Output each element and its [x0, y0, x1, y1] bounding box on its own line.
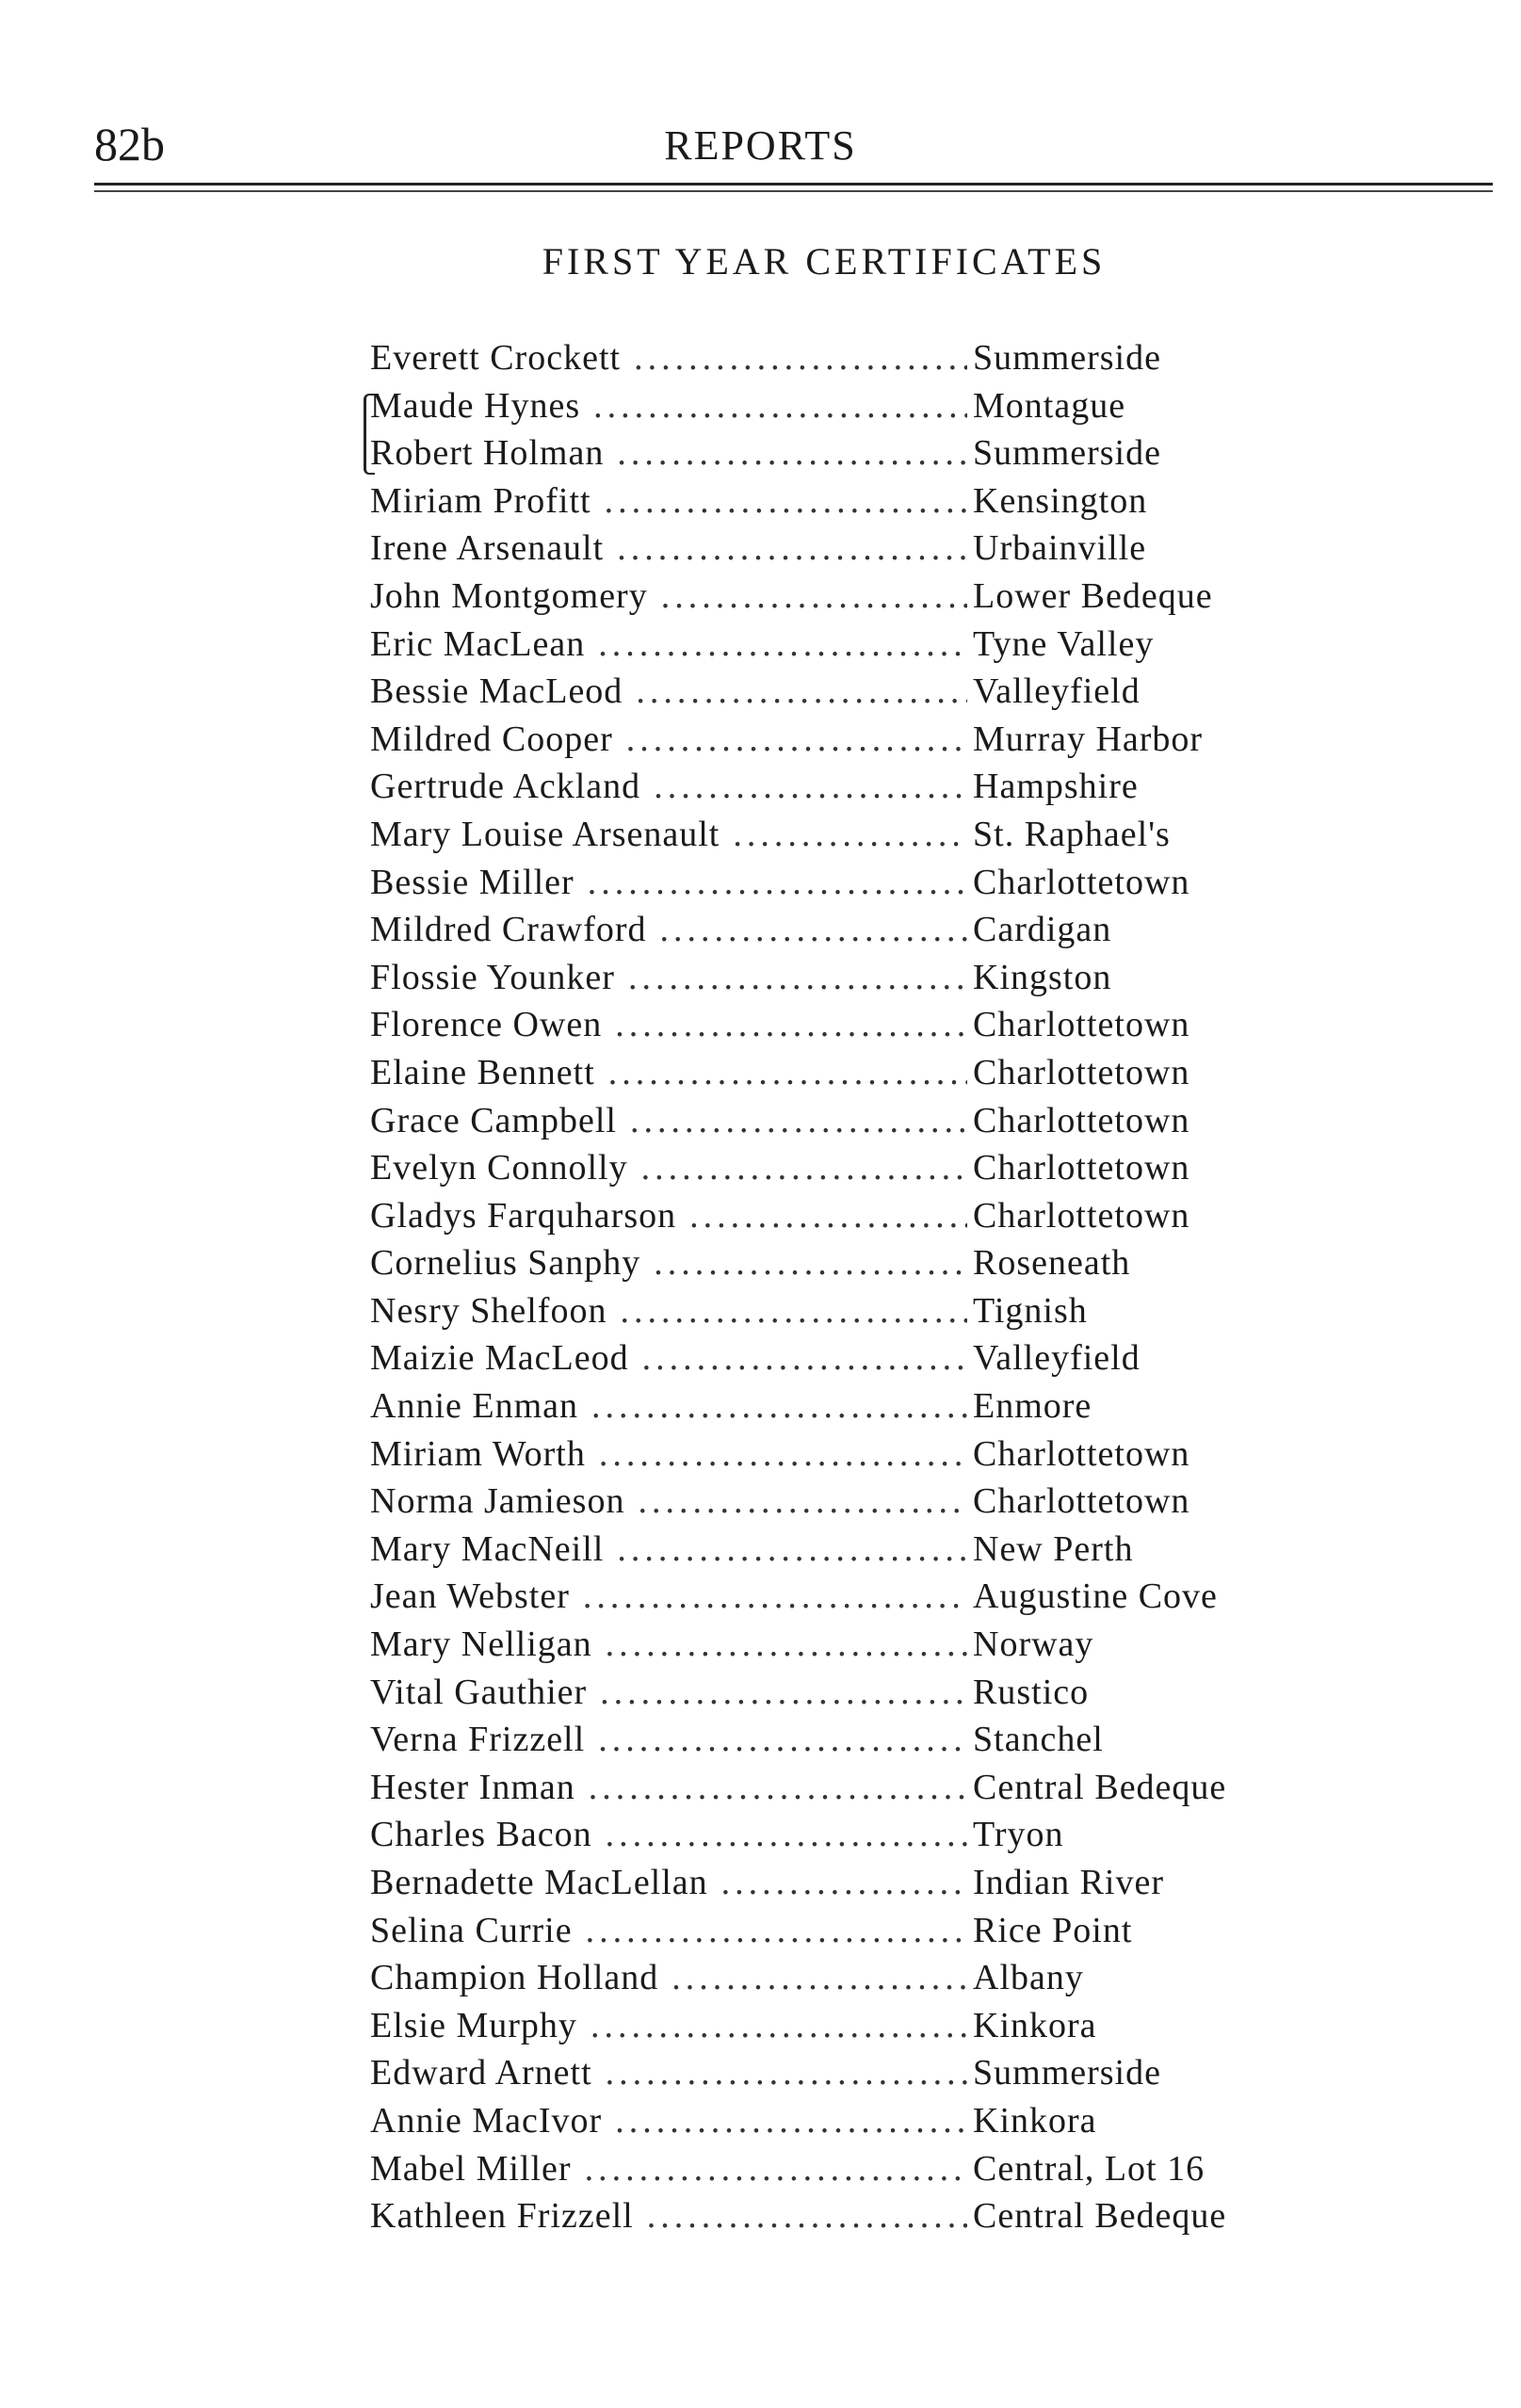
dot-leader: [600, 1669, 967, 1717]
recipient-place: Lower Bedeque: [973, 575, 1213, 616]
recipient-name: Vital Gauthier: [370, 1672, 588, 1712]
list-item: [370, 668, 1345, 716]
dot-leader: [620, 1287, 967, 1335]
dot-leader: [733, 811, 967, 859]
recipient-place: Kensington: [973, 480, 1148, 521]
list-item: [370, 1192, 1345, 1240]
recipient-place: Charlottetown: [973, 862, 1190, 902]
recipient-place: Kinkora: [973, 2100, 1097, 2141]
recipient-name: Maizie MacLeod: [370, 1338, 629, 1379]
recipient-place: Rice Point: [973, 1910, 1133, 1950]
dot-leader: [608, 1049, 967, 1097]
dot-leader: [661, 573, 967, 621]
dot-leader: [630, 1097, 967, 1145]
recipient-name: Mary Louise Arsenault: [370, 814, 720, 854]
list-item: [370, 1811, 1345, 1859]
list-item: [370, 621, 1345, 669]
recipient-name: Elaine Bennett: [370, 1052, 595, 1092]
dot-leader: [636, 668, 967, 716]
recipient-place: New Perth: [973, 1528, 1134, 1569]
recipient-place: Stanchel: [973, 1720, 1104, 1760]
recipient-place: Summerside: [973, 338, 1161, 378]
page-number: 82b: [94, 118, 165, 170]
recipient-name: Mildred Cooper: [370, 719, 613, 759]
recipient-place: Charlottetown: [973, 1005, 1190, 1045]
list-item: [370, 2049, 1345, 2097]
recipient-name: Bernadette MacLellan: [370, 1863, 708, 1902]
recipient-name: Annie MacIvor: [370, 2100, 603, 2141]
recipient-name: Evelyn Connolly: [370, 1148, 628, 1188]
dot-leader: [626, 716, 967, 764]
header-rule-secondary: [94, 190, 1493, 192]
list-item: [370, 1478, 1345, 1526]
list-item: [370, 525, 1345, 573]
list-item: [370, 1001, 1345, 1049]
list-item: [370, 429, 1345, 477]
recipient-place: Charlottetown: [973, 1481, 1190, 1522]
list-item: [370, 1859, 1345, 1907]
recipient-place: Indian River: [973, 1863, 1165, 1902]
list-item: [370, 1382, 1345, 1430]
dot-leader: [606, 1621, 967, 1669]
recipient-name: Selina Currie: [370, 1910, 573, 1950]
dot-leader: [593, 382, 967, 430]
list-item: [370, 1287, 1345, 1335]
dot-leader: [589, 1764, 967, 1812]
recipient-name: Nesry Shelfoon: [370, 1290, 607, 1331]
recipient-place: Central, Lot 16: [973, 2148, 1205, 2189]
recipient-name: Charles Bacon: [370, 1815, 592, 1855]
dot-leader: [638, 1478, 967, 1526]
dot-leader: [628, 954, 967, 1002]
recipient-place: Kinkora: [973, 2005, 1097, 2045]
dot-leader: [672, 1954, 967, 2002]
recipient-place: Tyne Valley: [973, 623, 1155, 664]
dot-leader: [617, 1526, 967, 1574]
recipient-name: Elsie Murphy: [370, 2005, 577, 2045]
list-item: [370, 859, 1345, 907]
recipient-name: Eric MacLean: [370, 623, 586, 664]
list-item: [370, 1764, 1345, 1812]
certificate-list: [370, 334, 1345, 2240]
recipient-place: Montague: [973, 385, 1126, 426]
dot-leader: [689, 1192, 967, 1240]
dot-leader: [617, 429, 967, 477]
dot-leader: [588, 859, 967, 907]
list-item: [370, 2192, 1345, 2240]
dot-leader: [591, 1382, 967, 1430]
recipient-place: Norway: [973, 1624, 1094, 1665]
recipient-place: Roseneath: [973, 1243, 1131, 1284]
recipient-place: Charlottetown: [973, 1052, 1190, 1092]
recipient-place: Hampshire: [973, 767, 1139, 807]
dot-leader: [642, 1334, 967, 1382]
list-item: [370, 1954, 1345, 2002]
recipient-place: Rustico: [973, 1672, 1090, 1712]
recipient-name: Jean Webster: [370, 1576, 570, 1617]
recipient-name: Miriam Worth: [370, 1433, 586, 1474]
list-item: [370, 716, 1345, 764]
recipient-name: John Montgomery: [370, 575, 648, 616]
recipient-name: Verna Frizzell: [370, 1720, 586, 1760]
dot-leader: [647, 2192, 967, 2240]
recipient-name: Norma Jamieson: [370, 1481, 625, 1522]
list-item: [370, 763, 1345, 811]
list-item: [370, 382, 1345, 430]
list-item: [370, 954, 1345, 1002]
list-item: [370, 1907, 1345, 1955]
recipient-place: Charlottetown: [973, 1195, 1190, 1236]
section-title: FIRST YEAR CERTIFICATES: [542, 240, 1107, 283]
list-item: [370, 573, 1345, 621]
recipient-place: Valleyfield: [973, 1338, 1141, 1379]
dot-leader: [617, 525, 967, 573]
dot-leader: [641, 1144, 967, 1192]
dot-leader: [605, 477, 967, 525]
recipient-place: Urbainville: [973, 528, 1147, 569]
list-item: [370, 1526, 1345, 1574]
recipient-name: Miriam Profitt: [370, 480, 591, 521]
list-item: [370, 1716, 1345, 1764]
recipient-place: Kingston: [973, 957, 1112, 997]
list-item: [370, 477, 1345, 525]
recipient-name: Mary MacNeill: [370, 1528, 605, 1569]
list-item: [370, 1049, 1345, 1097]
list-item: [370, 1334, 1345, 1382]
list-item: [370, 2145, 1345, 2193]
dot-leader: [615, 1001, 967, 1049]
recipient-place: Charlottetown: [973, 1100, 1190, 1140]
recipient-place: Enmore: [973, 1386, 1092, 1427]
recipient-place: Augustine Cove: [973, 1576, 1218, 1617]
recipient-place: Albany: [973, 1958, 1084, 1998]
recipient-name: Grace Campbell: [370, 1100, 617, 1140]
dot-leader: [599, 1430, 967, 1479]
list-item: [370, 906, 1345, 954]
dot-leader: [598, 1716, 967, 1764]
dot-leader: [585, 2145, 967, 2193]
list-item: [370, 2097, 1345, 2145]
dot-leader: [634, 334, 967, 382]
list-item: [370, 1144, 1345, 1192]
list-item: [370, 1669, 1345, 1717]
recipient-name: Bessie MacLeod: [370, 671, 623, 712]
recipient-name: Cornelius Sanphy: [370, 1243, 641, 1284]
dot-leader: [591, 2002, 967, 2050]
recipient-name: Kathleen Frizzell: [370, 2196, 634, 2237]
recipient-name: Gladys Farquharson: [370, 1195, 677, 1236]
dot-leader: [606, 2049, 967, 2097]
list-item: [370, 1430, 1345, 1479]
list-item: [370, 1573, 1345, 1621]
recipient-place: Valleyfield: [973, 671, 1141, 712]
recipient-place: Summerside: [973, 2053, 1161, 2093]
recipient-name: Mildred Crawford: [370, 910, 647, 950]
recipient-name: Hester Inman: [370, 1767, 575, 1807]
recipient-place: Tryon: [973, 1815, 1064, 1855]
recipient-name: Annie Enman: [370, 1386, 579, 1427]
recipient-name: Flossie Younker: [370, 957, 615, 997]
recipient-place: Central Bedeque: [973, 2196, 1227, 2237]
recipient-name: Edward Arnett: [370, 2053, 592, 2093]
recipient-place: Summerside: [973, 433, 1161, 474]
list-item: [370, 1621, 1345, 1669]
recipient-name: Everett Crockett: [370, 338, 622, 378]
recipient-name: Maude Hynes: [370, 385, 581, 426]
list-item: [370, 334, 1345, 382]
dot-leader: [606, 1811, 967, 1859]
dot-leader: [586, 1907, 967, 1955]
list-item: [370, 1239, 1345, 1287]
recipient-place: St. Raphael's: [973, 814, 1171, 854]
dot-leader: [615, 2097, 967, 2145]
dot-leader: [654, 1239, 967, 1287]
dot-leader: [583, 1573, 967, 1621]
list-item: [370, 2002, 1345, 2050]
recipient-name: Florence Owen: [370, 1005, 603, 1045]
recipient-place: Central Bedeque: [973, 1767, 1227, 1807]
recipient-name: Mary Nelligan: [370, 1624, 592, 1665]
dot-leader: [654, 763, 967, 811]
recipient-place: Charlottetown: [973, 1433, 1190, 1474]
recipient-name: Bessie Miller: [370, 862, 574, 902]
header-rule: [94, 183, 1493, 186]
recipient-name: Mabel Miller: [370, 2148, 572, 2189]
recipient-place: Tignish: [973, 1290, 1088, 1331]
recipient-name: Irene Arsenault: [370, 528, 605, 569]
recipient-place: Charlottetown: [973, 1148, 1190, 1188]
dot-leader: [721, 1859, 967, 1907]
recipient-name: Robert Holman: [370, 433, 605, 474]
running-title: REPORTS: [664, 122, 857, 169]
dot-leader: [598, 621, 967, 669]
list-item: [370, 811, 1345, 859]
recipient-name: Champion Holland: [370, 1958, 659, 1998]
recipient-place: Murray Harbor: [973, 719, 1204, 759]
recipient-place: Cardigan: [973, 910, 1112, 950]
list-item: [370, 1097, 1345, 1145]
dot-leader: [660, 906, 967, 954]
recipient-name: Gertrude Ackland: [370, 767, 641, 807]
